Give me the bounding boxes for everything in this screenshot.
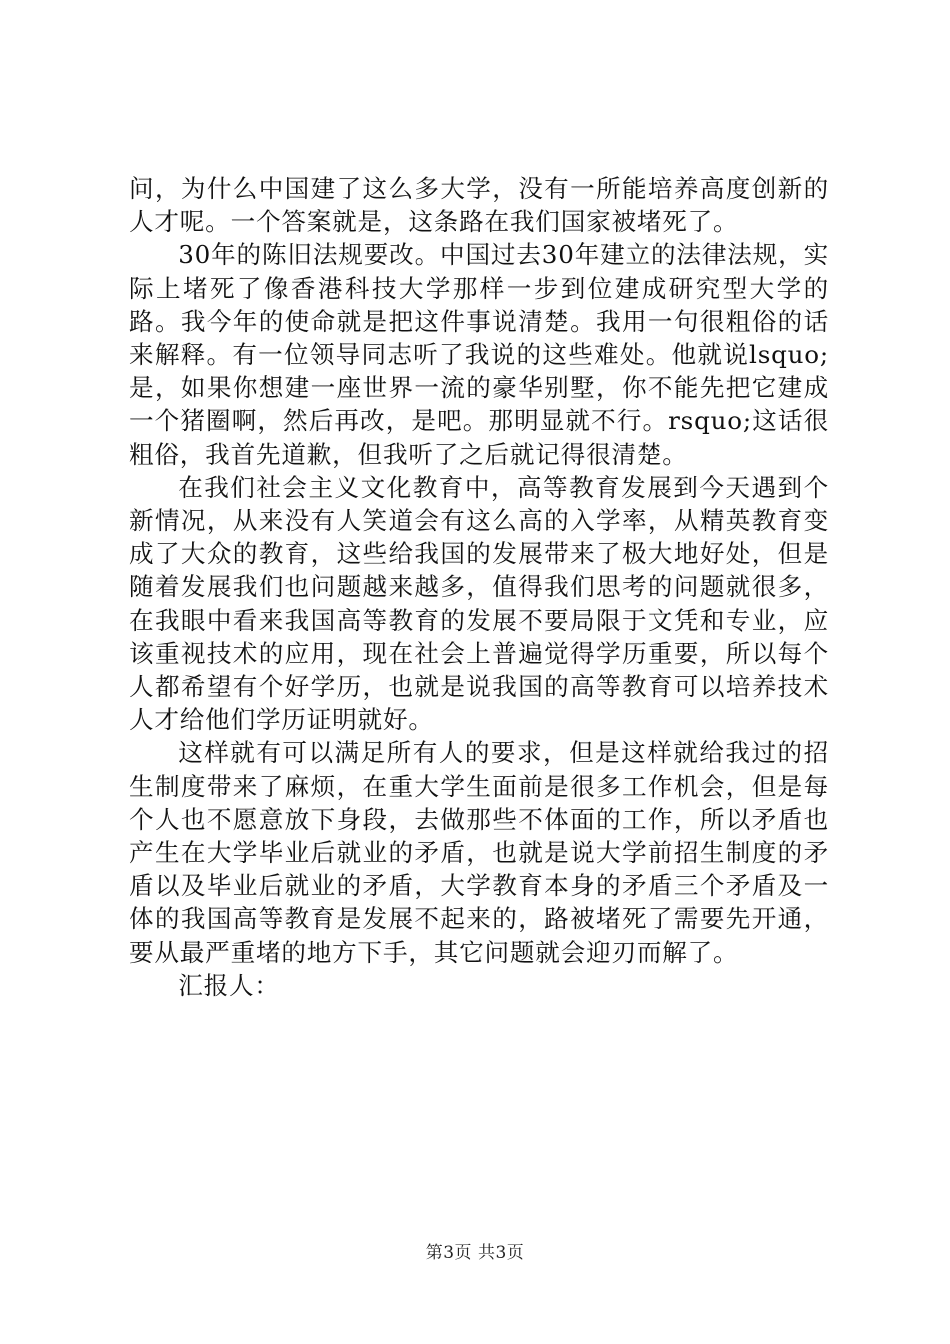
document-body (129, 172, 829, 1002)
paragraph-4: 这样就有可以满足所有人的要求，但是这样就给我过的招生制度带来了麻烦，在重大学生面前是很多工作机会，但是每个人也不愿意放下身段，去做那些不体面的工作，所以矛盾也产生在大学毕业后就业的矛盾，也就是说大学前招生制度的矛盾以及毕业后就业的矛盾，大学教育本身的矛盾三个矛盾及一体的我国高等教育是发展不起来的，路被堵死了需要先开通，要从最严重堵的地方下手，其它问题就会迎刃而解了。 (129, 738, 829, 967)
page-number: 第3页 共3页 (425, 1243, 525, 1263)
paragraph-1: 问，为什么中国建了这么多大学，没有一所能培养高度创新的人才呢。一个答案就是，这条路在我们国家被堵死了。 (129, 174, 829, 237)
signature-label: 汇报人： (178, 970, 280, 1000)
paragraph-2: 30年的陈旧法规要改。中国过去30年建立的法律法规，实际上堵死了像香港科技大学那样一步到位建成研究型大学的路。我今年的使命就是把这件事说清楚。我用一句很粗俗的话来解释。有一位领导同志听了我说的这些难处。他就说lsquo;是，如果你想建一座世界一流的豪华别墅，你不能先把它建成一个猪圈啊，然后再改，是吧。那明显就不行。rsquo;这话很粗俗，我首先道歉，但我听了之后就记得很清楚。 (129, 240, 829, 469)
paragraph-3: 在我们社会主义文化教育中，高等教育发展到今天遇到个新情况，从来没有人笑道会有这么高的入学率，从精英教育变成了大众的教育，这些给我国的发展带来了极大地好处，但是随着发展我们也问题越来越多，值得我们思考的问题就很多，在我眼中看来我国高等教育的发展不要局限于文凭和专业，应该重视技术的应用，现在社会上普遍觉得学历重要，所以每个人都希望有个好学历，也就是说我国的高等教育可以培养技术人才给他们学历证明就好。 (129, 472, 829, 735)
page-footer (0, 1242, 950, 1264)
